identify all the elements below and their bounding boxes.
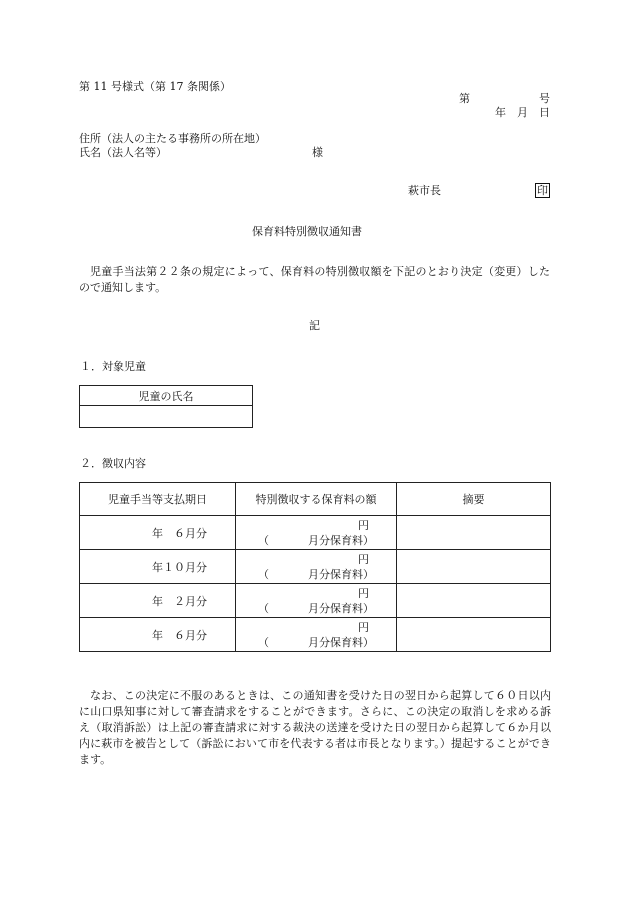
fee-amount-cell [236, 516, 397, 550]
date-year: 年 [495, 106, 506, 119]
doc-number-suffix: 号 [539, 92, 550, 105]
ki-label: 記 [309, 319, 320, 332]
fee-month-label: 月分保育料） [308, 601, 374, 615]
yen-unit: 円 [358, 620, 369, 634]
seal-mark [535, 183, 550, 198]
fee-month-label: 月分保育料） [308, 533, 374, 547]
table-row [80, 516, 551, 550]
yen-unit: 円 [358, 518, 369, 532]
document-title: 保育料特別徴収通知書 [252, 225, 362, 238]
header-remarks: 摘要 [397, 483, 551, 516]
date-month: 月 [517, 106, 528, 119]
child-name-header: 児童の氏名 [80, 386, 253, 406]
paren-open: （ [258, 533, 269, 547]
recipient-name-label: 氏名（法人名等） [79, 146, 167, 159]
fee-month-label: 月分保育料） [308, 567, 374, 581]
header-fee-amount: 特別徴収する保育料の額 [236, 483, 397, 516]
fee-amount-cell [236, 550, 397, 584]
table-row [80, 618, 551, 652]
yen-unit: 円 [358, 586, 369, 600]
remarks-cell [397, 550, 551, 584]
issuer-title: 萩市長 [408, 184, 441, 197]
recipient-honorific: 様 [312, 146, 323, 159]
seal-label: 印 [537, 184, 548, 197]
payment-period: 年１０月分 [80, 550, 236, 584]
fee-amount-cell [236, 584, 397, 618]
remarks-cell [397, 618, 551, 652]
payment-period: 年 ６月分 [80, 618, 236, 652]
date-day: 日 [539, 106, 550, 119]
section2-heading: ２．徴収内容 [80, 457, 146, 470]
paren-open: （ [258, 635, 269, 649]
yen-unit: 円 [358, 552, 369, 566]
fee-month-label: 月分保育料） [308, 635, 374, 649]
collection-table [79, 482, 551, 652]
section1-heading: １．対象児童 [80, 360, 146, 373]
fee-amount-cell [236, 618, 397, 652]
header-payment-date: 児童手当等支払期日 [80, 483, 236, 516]
notice-paragraph: なお、この決定に不服のあるときは、この通知書を受けた日の翌日から起算して６０日以内に山口県知事に対して審査請求をすることができます。さらに、この決定の取消しを求める訴え（取消訴訟）は上記の審査請求に対する裁決の送達を受けた日の翌日から起算して６か月以内に萩市を被告として（訴訟において市を代表する者は市長となります。）提起することができます。 [79, 689, 551, 766]
paren-open: （ [258, 567, 269, 581]
intro-paragraph: 児童手当法第２２条の規定によって、保育料の特別徴収額を下記のとおり決定（変更）したので通知します。 [79, 265, 550, 294]
payment-period: 年 ６月分 [80, 516, 236, 550]
payment-period: 年 ２月分 [80, 584, 236, 618]
child-name-value [80, 406, 253, 428]
remarks-cell [397, 584, 551, 618]
paren-open: （ [258, 601, 269, 615]
doc-number-prefix: 第 [459, 92, 470, 105]
table-row [80, 584, 551, 618]
recipient-address-label: 住所（法人の主たる事務所の所在地） [79, 132, 266, 145]
remarks-cell [397, 516, 551, 550]
child-name-table [79, 385, 253, 428]
table-row [80, 550, 551, 584]
form-label: 第 11 号様式（第 17 条関係） [79, 80, 231, 93]
